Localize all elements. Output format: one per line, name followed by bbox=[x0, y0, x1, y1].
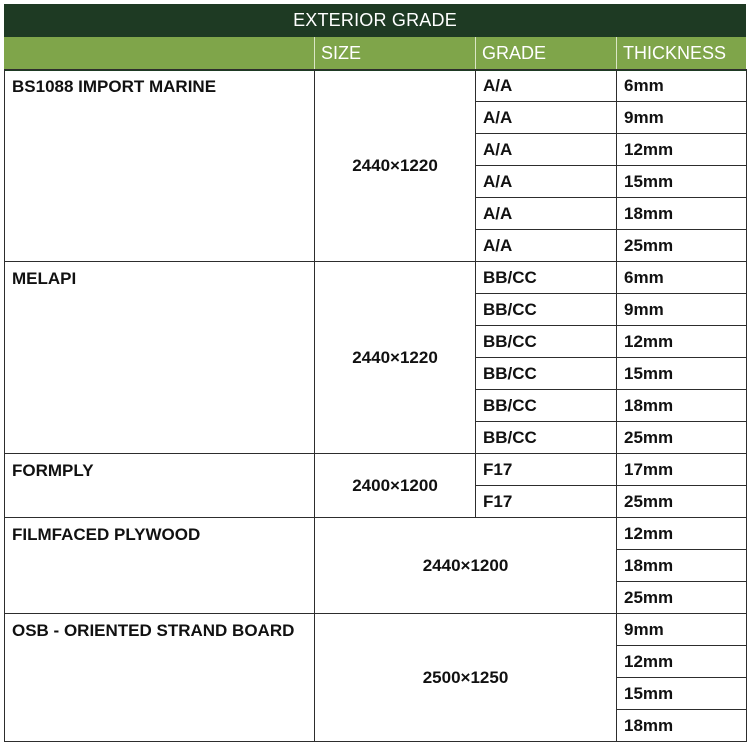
thickness-cell: 18mm bbox=[617, 550, 747, 582]
product-size: 2440×1220 bbox=[315, 262, 476, 454]
grade-cell: A/A bbox=[476, 134, 617, 166]
table-row bbox=[5, 518, 747, 550]
grade-cell: BB/CC bbox=[476, 294, 617, 326]
header-divider bbox=[616, 37, 617, 69]
grade-cell: A/A bbox=[476, 70, 617, 102]
thickness-cell: 12mm bbox=[617, 646, 747, 678]
thickness-cell: 12mm bbox=[617, 134, 747, 166]
header-grade: GRADE bbox=[482, 42, 547, 63]
header-divider bbox=[475, 37, 476, 69]
thickness-cell: 25mm bbox=[617, 582, 747, 614]
thickness-cell: 18mm bbox=[617, 390, 747, 422]
grade-cell: A/A bbox=[476, 166, 617, 198]
grade-cell: A/A bbox=[476, 230, 617, 262]
product-name: OSB - ORIENTED STRAND BOARD bbox=[5, 614, 315, 742]
product-size: 2440×1220 bbox=[315, 70, 476, 262]
product-table bbox=[4, 69, 747, 742]
product-size: 2500×1250 bbox=[315, 614, 617, 742]
thickness-cell: 9mm bbox=[617, 102, 747, 134]
header-product bbox=[4, 37, 314, 69]
table-row bbox=[5, 262, 747, 294]
thickness-cell: 9mm bbox=[617, 294, 747, 326]
table-row bbox=[5, 454, 747, 486]
thickness-cell: 9mm bbox=[617, 614, 747, 646]
thickness-cell: 6mm bbox=[617, 70, 747, 102]
product-size: 2440×1200 bbox=[315, 518, 617, 614]
grade-cell: BB/CC bbox=[476, 262, 617, 294]
thickness-cell: 25mm bbox=[617, 486, 747, 518]
grade-cell: F17 bbox=[476, 454, 617, 486]
product-name: MELAPI bbox=[5, 262, 315, 454]
table-row bbox=[5, 70, 747, 102]
thickness-cell: 25mm bbox=[617, 230, 747, 262]
header-divider bbox=[314, 37, 315, 69]
grade-cell: BB/CC bbox=[476, 390, 617, 422]
product-name: BS1088 IMPORT MARINE bbox=[5, 70, 315, 262]
grade-cell: A/A bbox=[476, 198, 617, 230]
header-size: SIZE bbox=[321, 42, 362, 63]
grade-cell: BB/CC bbox=[476, 422, 617, 454]
thickness-cell: 12mm bbox=[617, 518, 747, 550]
thickness-cell: 15mm bbox=[617, 166, 747, 198]
thickness-cell: 25mm bbox=[617, 422, 747, 454]
grade-cell: BB/CC bbox=[476, 358, 617, 390]
product-size: 2400×1200 bbox=[315, 454, 476, 518]
table-title: EXTERIOR GRADE bbox=[4, 4, 746, 37]
grade-cell: A/A bbox=[476, 102, 617, 134]
thickness-cell: 15mm bbox=[617, 358, 747, 390]
product-name: FILMFACED PLYWOOD bbox=[5, 518, 315, 614]
thickness-cell: 18mm bbox=[617, 198, 747, 230]
thickness-cell: 15mm bbox=[617, 678, 747, 710]
header-thickness: THICKNESS bbox=[623, 42, 727, 63]
grade-cell: BB/CC bbox=[476, 326, 617, 358]
table-row bbox=[5, 614, 747, 646]
thickness-cell: 6mm bbox=[617, 262, 747, 294]
grade-cell: F17 bbox=[476, 486, 617, 518]
thickness-cell: 12mm bbox=[617, 326, 747, 358]
thickness-cell: 18mm bbox=[617, 710, 747, 742]
product-name: FORMPLY bbox=[5, 454, 315, 518]
thickness-cell: 17mm bbox=[617, 454, 747, 486]
